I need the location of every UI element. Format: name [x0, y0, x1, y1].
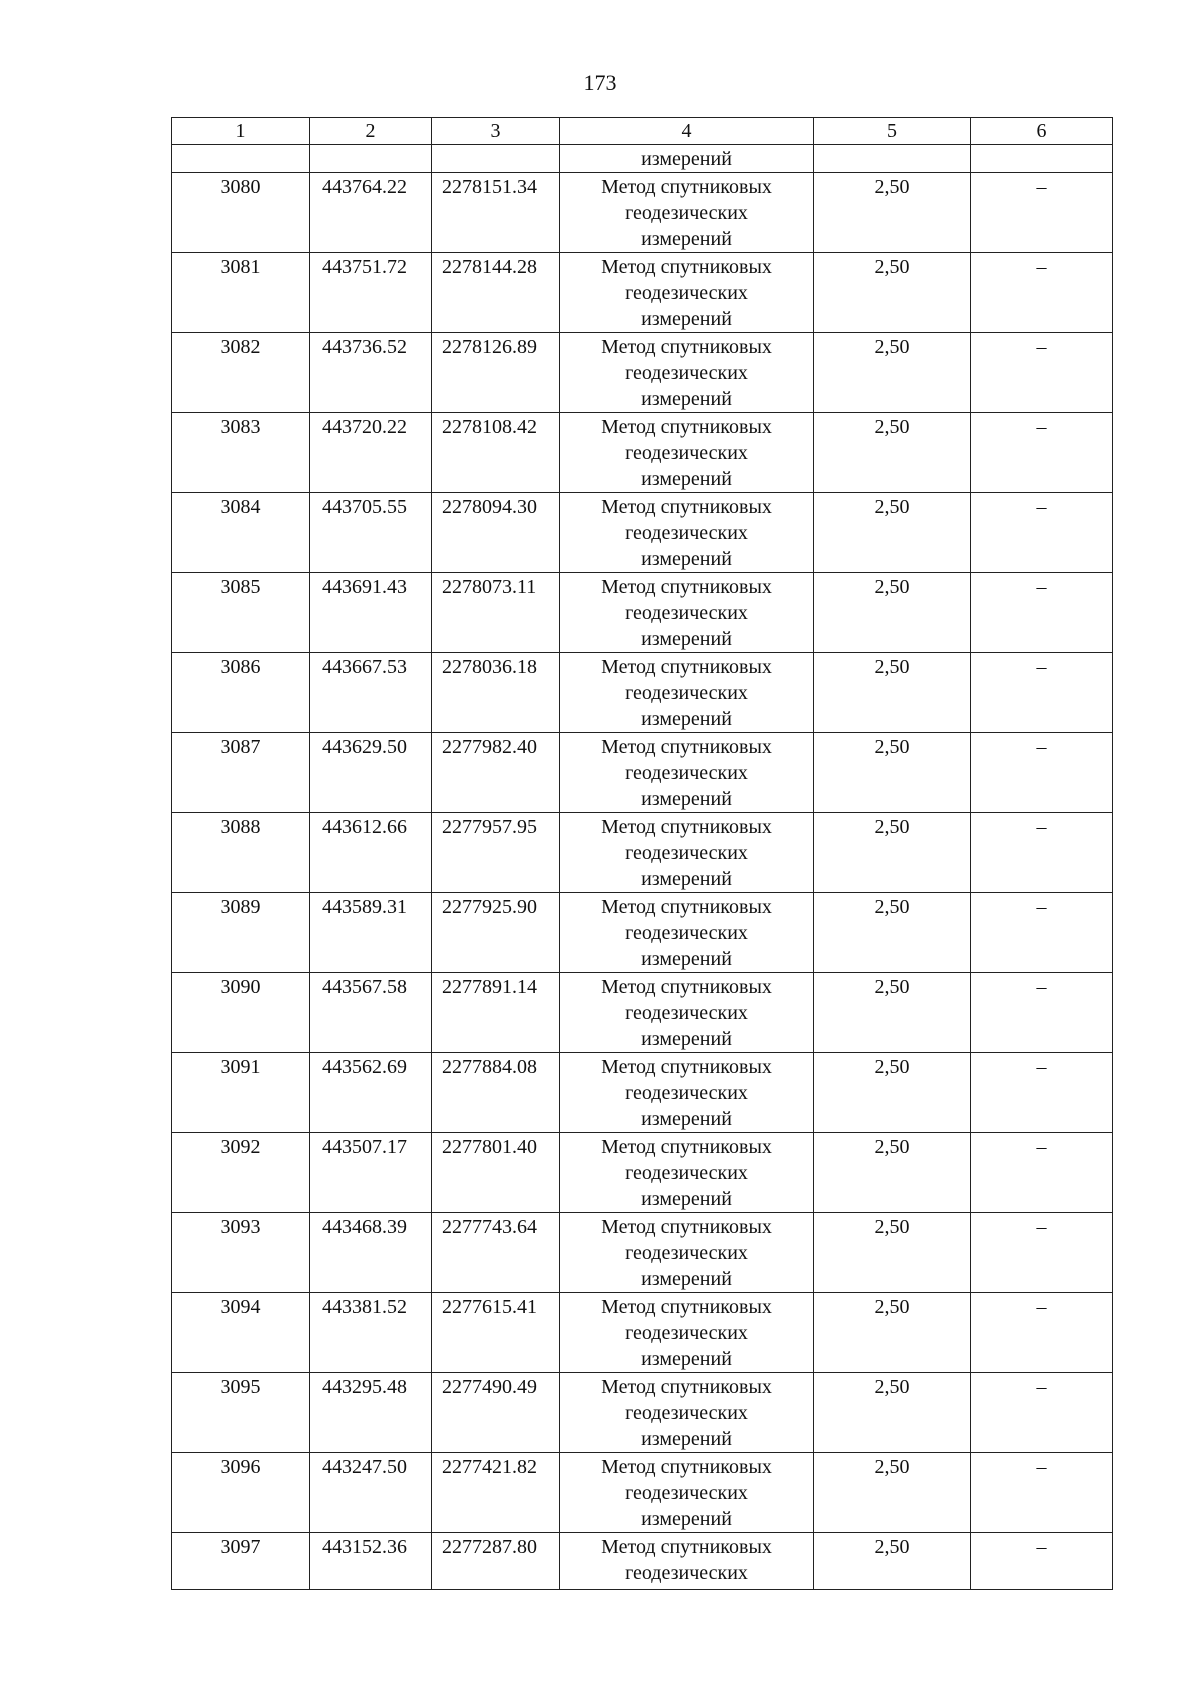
cell — [310, 145, 432, 173]
precision-cell: 2,50 — [814, 413, 971, 493]
method-cell — [560, 333, 814, 413]
y-coordinate-cell: 2278144.28 — [432, 253, 560, 333]
column-6-cell: – — [971, 653, 1113, 733]
header-cell: 3 — [432, 118, 560, 145]
header-row — [172, 118, 1113, 145]
precision-cell: 2,50 — [814, 173, 971, 253]
cell — [432, 145, 560, 173]
method-line: Метод спутниковых — [601, 256, 772, 278]
table-row — [172, 733, 1113, 813]
column-6-cell: – — [971, 973, 1113, 1053]
method-line: геодезических — [625, 682, 748, 704]
column-6-cell: – — [971, 1133, 1113, 1213]
x-coordinate-cell: 443705.55 — [310, 493, 432, 573]
table-row — [172, 893, 1113, 973]
method-cell — [560, 973, 814, 1053]
table-row — [172, 333, 1113, 413]
method-cell — [560, 173, 814, 253]
x-coordinate-cell: 443589.31 — [310, 893, 432, 973]
method-cell — [560, 413, 814, 493]
column-6-cell: – — [971, 733, 1113, 813]
method-line: измерений — [641, 548, 732, 570]
point-number-cell: 3094 — [172, 1293, 310, 1373]
x-coordinate-cell: 443562.69 — [310, 1053, 432, 1133]
point-number-cell: 3080 — [172, 173, 310, 253]
x-coordinate-cell: 443629.50 — [310, 733, 432, 813]
table-row — [172, 813, 1113, 893]
precision-cell: 2,50 — [814, 1053, 971, 1133]
y-coordinate-cell: 2278151.34 — [432, 173, 560, 253]
method-cell — [560, 1293, 814, 1373]
x-coordinate-cell: 443247.50 — [310, 1453, 432, 1533]
y-coordinate-cell: 2278126.89 — [432, 333, 560, 413]
x-coordinate-cell: 443751.72 — [310, 253, 432, 333]
cell — [814, 145, 971, 173]
header-cell: 1 — [172, 118, 310, 145]
x-coordinate-cell: 443612.66 — [310, 813, 432, 893]
y-coordinate-cell: 2277884.08 — [432, 1053, 560, 1133]
point-number-cell: 3095 — [172, 1373, 310, 1453]
precision-cell: 2,50 — [814, 1293, 971, 1373]
method-line: геодезических — [625, 1242, 748, 1264]
method-cell — [560, 493, 814, 573]
table-row — [172, 1533, 1113, 1590]
table-row — [172, 253, 1113, 333]
precision-cell: 2,50 — [814, 573, 971, 653]
method-line: геодезических — [625, 442, 748, 464]
method-line: геодезических — [625, 922, 748, 944]
column-6-cell: – — [971, 1213, 1113, 1293]
method-cell — [560, 1373, 814, 1453]
precision-cell: 2,50 — [814, 1133, 971, 1213]
column-6-cell: – — [971, 1053, 1113, 1133]
method-line: измерений — [641, 868, 732, 890]
x-coordinate-cell: 443691.43 — [310, 573, 432, 653]
method-line: измерений — [641, 308, 732, 330]
column-6-cell: – — [971, 573, 1113, 653]
precision-cell: 2,50 — [814, 813, 971, 893]
table-row — [172, 653, 1113, 733]
y-coordinate-cell: 2277982.40 — [432, 733, 560, 813]
column-6-cell: – — [971, 493, 1113, 573]
method-cell — [560, 1213, 814, 1293]
method-cell — [560, 253, 814, 333]
method-line: Метод спутниковых — [601, 1536, 772, 1558]
method-line: Метод спутниковых — [601, 736, 772, 758]
method-line: Метод спутниковых — [601, 816, 772, 838]
column-6-cell: – — [971, 253, 1113, 333]
method-line: Метод спутниковых — [601, 176, 772, 198]
method-line: измерений — [641, 1348, 732, 1370]
point-number-cell: 3088 — [172, 813, 310, 893]
y-coordinate-cell: 2277891.14 — [432, 973, 560, 1053]
column-6-cell: – — [971, 1293, 1113, 1373]
point-number-cell: 3097 — [172, 1533, 310, 1590]
method-line: измерений — [641, 708, 732, 730]
method-cell — [560, 1533, 814, 1590]
coordinates-table-wrapper — [171, 117, 1112, 1590]
table-row — [172, 1133, 1113, 1213]
method-line: Метод спутниковых — [601, 1136, 772, 1158]
method-line: геодезических — [625, 1162, 748, 1184]
point-number-cell: 3087 — [172, 733, 310, 813]
method-cell — [560, 893, 814, 973]
method-line: геодезических — [625, 1402, 748, 1424]
table-row — [172, 1373, 1113, 1453]
x-coordinate-cell: 443295.48 — [310, 1373, 432, 1453]
column-6-cell: – — [971, 1533, 1113, 1590]
method-line: Метод спутниковых — [601, 1456, 772, 1478]
column-6-cell: – — [971, 813, 1113, 893]
table-row — [172, 173, 1113, 253]
method-line: геодезических — [625, 1562, 748, 1584]
page-number: 173 — [583, 70, 617, 95]
column-6-cell: – — [971, 333, 1113, 413]
header-cell: 6 — [971, 118, 1113, 145]
x-coordinate-cell: 443667.53 — [310, 653, 432, 733]
header-cell: 4 — [560, 118, 814, 145]
method-line: Метод спутниковых — [601, 1216, 772, 1238]
method-line: измерений — [641, 388, 732, 410]
precision-cell: 2,50 — [814, 1533, 971, 1590]
coordinates-table — [171, 117, 1113, 1590]
method-line: Метод спутниковых — [601, 1296, 772, 1318]
precision-cell: 2,50 — [814, 973, 971, 1053]
point-number-cell: 3091 — [172, 1053, 310, 1133]
x-coordinate-cell: 443468.39 — [310, 1213, 432, 1293]
method-line: Метод спутниковых — [601, 1056, 772, 1078]
method-line: измерений — [641, 628, 732, 650]
precision-cell: 2,50 — [814, 733, 971, 813]
method-line: геодезических — [625, 362, 748, 384]
method-line: измерений — [641, 788, 732, 810]
method-line: измерений — [641, 468, 732, 490]
method-cell — [560, 733, 814, 813]
y-coordinate-cell: 2277615.41 — [432, 1293, 560, 1373]
table-row — [172, 1213, 1113, 1293]
y-coordinate-cell: 2277490.49 — [432, 1373, 560, 1453]
precision-cell: 2,50 — [814, 333, 971, 413]
method-line: геодезических — [625, 522, 748, 544]
precision-cell: 2,50 — [814, 1373, 971, 1453]
method-line: измерений — [641, 1508, 732, 1530]
method-line: геодезических — [625, 282, 748, 304]
y-coordinate-cell: 2277421.82 — [432, 1453, 560, 1533]
method-line: Метод спутниковых — [601, 416, 772, 438]
precision-cell: 2,50 — [814, 653, 971, 733]
method-line: измерений — [641, 1108, 732, 1130]
y-coordinate-cell: 2277287.80 — [432, 1533, 560, 1590]
y-coordinate-cell: 2277801.40 — [432, 1133, 560, 1213]
point-number-cell: 3086 — [172, 653, 310, 733]
x-coordinate-cell: 443567.58 — [310, 973, 432, 1053]
method-cell — [560, 573, 814, 653]
method-cell — [560, 1453, 814, 1533]
column-6-cell: – — [971, 173, 1113, 253]
column-6-cell: – — [971, 893, 1113, 973]
method-line: измерений — [641, 1268, 732, 1290]
method-line: Метод спутниковых — [601, 576, 772, 598]
method-cell — [560, 1053, 814, 1133]
method-line: Метод спутниковых — [601, 1376, 772, 1398]
table-row — [172, 1453, 1113, 1533]
point-number-cell: 3081 — [172, 253, 310, 333]
method-line: измерений — [641, 1028, 732, 1050]
method-line: геодезических — [625, 202, 748, 224]
point-number-cell: 3092 — [172, 1133, 310, 1213]
method-line: Метод спутниковых — [601, 896, 772, 918]
method-line: геодезических — [625, 1322, 748, 1344]
header-cell: 2 — [310, 118, 432, 145]
precision-cell: 2,50 — [814, 253, 971, 333]
method-line: измерений — [641, 948, 732, 970]
point-number-cell: 3084 — [172, 493, 310, 573]
table-row — [172, 1293, 1113, 1373]
point-number-cell: 3093 — [172, 1213, 310, 1293]
method-cell — [560, 813, 814, 893]
continuation-row — [172, 145, 1113, 173]
method-line: измерений — [641, 1428, 732, 1450]
point-number-cell: 3083 — [172, 413, 310, 493]
x-coordinate-cell: 443764.22 — [310, 173, 432, 253]
continuation-method-cell: измерений — [560, 145, 814, 173]
x-coordinate-cell: 443381.52 — [310, 1293, 432, 1373]
header-cell: 5 — [814, 118, 971, 145]
table-row — [172, 573, 1113, 653]
method-cell — [560, 1133, 814, 1213]
table-row — [172, 1053, 1113, 1133]
x-coordinate-cell: 443507.17 — [310, 1133, 432, 1213]
method-line: геодезических — [625, 842, 748, 864]
y-coordinate-cell: 2278036.18 — [432, 653, 560, 733]
method-line: Метод спутниковых — [601, 976, 772, 998]
y-coordinate-cell: 2277743.64 — [432, 1213, 560, 1293]
point-number-cell: 3089 — [172, 893, 310, 973]
method-line: Метод спутниковых — [601, 656, 772, 678]
cell — [971, 145, 1113, 173]
x-coordinate-cell: 443720.22 — [310, 413, 432, 493]
precision-cell: 2,50 — [814, 893, 971, 973]
y-coordinate-cell: 2277957.95 — [432, 813, 560, 893]
x-coordinate-cell: 443152.36 — [310, 1533, 432, 1590]
point-number-cell: 3085 — [172, 573, 310, 653]
method-line: геодезических — [625, 1082, 748, 1104]
method-cell — [560, 653, 814, 733]
precision-cell: 2,50 — [814, 1453, 971, 1533]
table-row — [172, 973, 1113, 1053]
y-coordinate-cell: 2278073.11 — [432, 573, 560, 653]
method-line: геодезических — [625, 762, 748, 784]
method-line: геодезических — [625, 602, 748, 624]
point-number-cell: 3096 — [172, 1453, 310, 1533]
column-6-cell: – — [971, 413, 1113, 493]
y-coordinate-cell: 2277925.90 — [432, 893, 560, 973]
method-line: геодезических — [625, 1482, 748, 1504]
point-number-cell: 3090 — [172, 973, 310, 1053]
y-coordinate-cell: 2278094.30 — [432, 493, 560, 573]
method-line: геодезических — [625, 1002, 748, 1024]
method-line: Метод спутниковых — [601, 496, 772, 518]
method-line: Метод спутниковых — [601, 336, 772, 358]
table-row — [172, 413, 1113, 493]
precision-cell: 2,50 — [814, 1213, 971, 1293]
method-line: измерений — [641, 1188, 732, 1210]
point-number-cell: 3082 — [172, 333, 310, 413]
y-coordinate-cell: 2278108.42 — [432, 413, 560, 493]
column-6-cell: – — [971, 1373, 1113, 1453]
x-coordinate-cell: 443736.52 — [310, 333, 432, 413]
table-row — [172, 493, 1113, 573]
column-6-cell: – — [971, 1453, 1113, 1533]
method-line: измерений — [641, 228, 732, 250]
precision-cell: 2,50 — [814, 493, 971, 573]
cell — [172, 145, 310, 173]
